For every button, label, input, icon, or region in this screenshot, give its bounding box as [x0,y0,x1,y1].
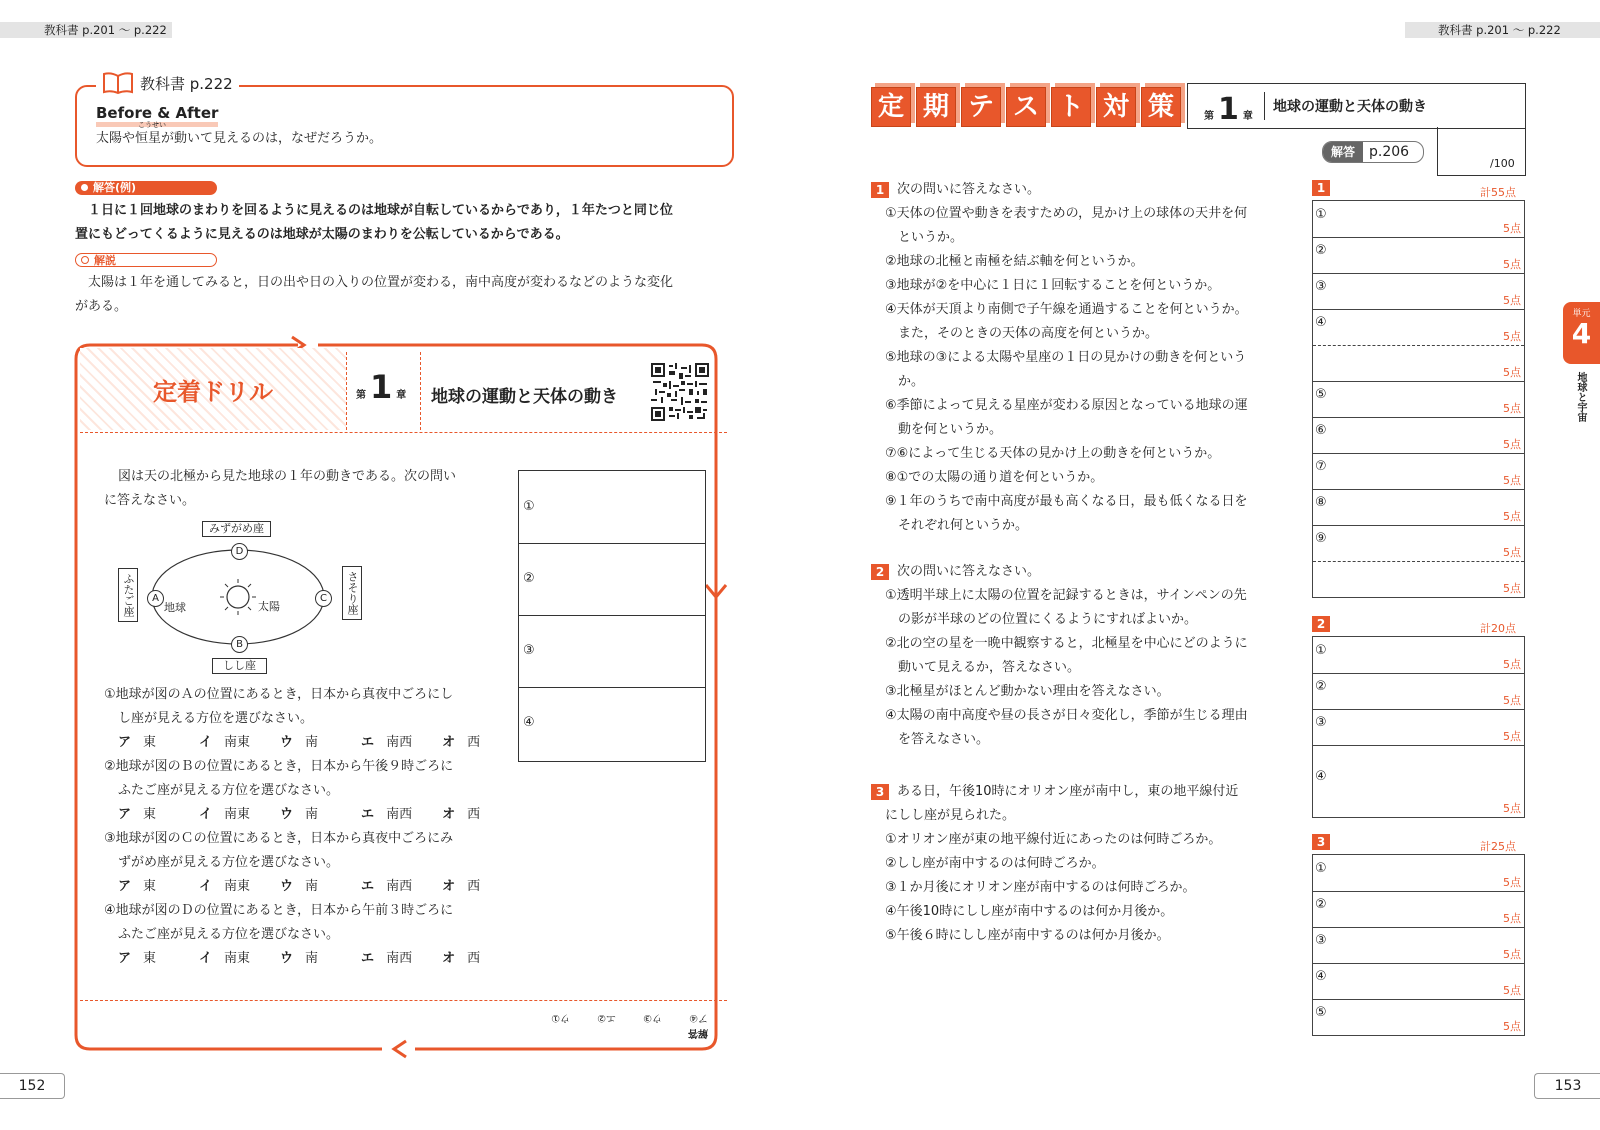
header-left: 教科書 p.201 ～ p.222 [44,23,167,37]
answer-row[interactable] [1313,855,1524,891]
test-question-line: というか。 [885,230,964,245]
answer-row[interactable] [1313,381,1524,417]
test-title-kanji: 定 [871,87,911,127]
drill-question-4 [104,899,523,971]
header-right: 教科書 p.201 ～ p.222 [1438,23,1561,37]
answer-line-1: １日に１回地球のまわりを回るように見えるのは地球が自転しているからであり，１年たつと同じ位 [88,203,673,218]
choice-key: オ [442,879,456,894]
test-question-line: ②北の空の星を一晩中観察すると，北極星を中心にどのように [885,636,1248,651]
choice-key: ウ [280,951,294,966]
answer-row-label: ③ [1315,933,1327,948]
drill-q4-line2: ふたご座が見える方位を選びなさい。 [118,927,340,942]
answer-row[interactable] [1313,489,1524,525]
drill-chapter-pre: 第 [356,390,366,401]
test-chapter-num: 1 [1218,92,1239,127]
before-after-ref-text: 教科書 p.222 [140,74,233,93]
test-question-line: ④天体が天頂より南側で子午線を通過することを何というか。 [885,302,1248,317]
drill-question-2 [104,755,523,827]
answer-row-points: 5点 [1503,402,1521,415]
position-a: A [147,590,164,607]
drill-q4-choices [104,947,523,971]
answer-row-points: 5点 [1503,1020,1521,1033]
answer-row[interactable] [1313,561,1524,597]
answer-row-points: 5点 [1503,876,1521,889]
answer-row-label: ③ [1315,279,1327,294]
qr-code-icon [651,363,709,421]
test-question-line: ③地球が②を中心に１日に１回転することを何というか。 [885,278,1221,293]
test-question-line: ⑥季節によって見える星座が変わる原因となっている地球の運 [885,398,1248,413]
drill-questions [104,683,523,971]
choice-key: オ [442,807,456,822]
test-question-line: ③北極星がほとんど動かない理由を答えなさい。 [885,684,1170,699]
answer-row-label: ⑤ [1315,387,1327,402]
drill-q1-choices [104,731,523,755]
answer-row-label: ⑤ [1315,1005,1327,1020]
answer-row-points: 5点 [1503,474,1521,487]
answer-row-label: ① [1315,861,1327,876]
test-chapter-pre: 第 [1204,111,1214,122]
test-question-line: ①オリオン座が東の地平線付近にあったのは何時ごろか。 [885,832,1222,847]
test-section-title: ある日，午後10時にオリオン座が南中し，東の地平線付近 [897,784,1239,799]
test-question-line: ⑧①での太陽の通り道を何というか。 [885,470,1104,485]
before-after-ref [96,70,239,96]
sun-icon [220,579,256,615]
choice-key: オ [442,951,456,966]
answer-page-label: 解答 [1323,142,1363,162]
choice-key: エ [361,879,375,894]
drill-q4-line1: ④地球が図のＤの位置にあるとき，日本から午前３時ごろに [104,903,454,918]
answer-line-2: 置にもどってくるように見えるのは地球が太陽のまわりを公転しているからである。 [75,227,569,242]
explanation-line-2: がある。 [75,299,128,314]
choice-key: ウ [280,735,294,750]
explanation-label-bar [75,253,217,267]
test-question-line: か。 [885,374,925,389]
choice-value: 南東 [224,807,251,822]
test-question-line: ③１か月後にオリオン座が南中するのは何時ごろか。 [885,880,1196,895]
drill-chapter-post: 章 [396,390,407,401]
test-question-line: ⑤午後６時にしし座が南中するのは何か月後か。 [885,928,1170,943]
test-section-number: 2 [871,564,889,580]
constellation-left: ふたご座 [118,568,138,622]
answer-row-points: 5点 [1503,330,1521,343]
answer-row-points: 5点 [1503,658,1521,671]
answer-row-label: ① [1315,207,1327,222]
test-question-line: を答えなさい。 [885,732,990,747]
answer-section-total: 計55点 [1480,186,1516,199]
explanation-dot [81,256,89,264]
test-question-line: ⑦⑥によって生じる天体の見かけ上の動きを何というか。 [885,446,1221,461]
answer-row-points: 5点 [1503,546,1521,559]
choice-key: ウ [280,807,294,822]
drill-divider-2 [420,352,421,430]
answer-row-label: ⑨ [1315,531,1327,546]
test-title-kanji: 対 [1096,87,1136,127]
answer-label: 解答(例) [93,181,137,194]
test-section-title: 次の問いに答えなさい。 [897,182,1041,197]
answer-label-dot [81,184,88,191]
answer-section-number: 3 [1312,834,1330,850]
answer-row[interactable] [1313,637,1524,673]
drill-divider-1 [346,352,347,430]
upside-answer-4: ア④ [689,1012,708,1023]
test-question-line: ④午後10時にしし座が南中するのは何か月後か。 [885,904,1174,919]
test-title-kanji: テ [961,87,1001,127]
test-question-line: 動いて見えるか，答えなさい。 [885,660,1081,675]
before-after-question: 太陽や恒星が動いて見えるのは，なぜだろうか。 [96,131,383,146]
constellation-top: みずがめ座 [202,521,271,537]
upside-label: 解答 [688,1027,708,1038]
choice-value: 南 [305,735,319,750]
unit-tab-subject: 地球と宇宙 [1575,372,1586,422]
drill-answer-cell[interactable] [519,615,705,688]
answer-row[interactable] [1313,345,1524,381]
answer-row-label: ④ [1315,315,1327,330]
answer-row[interactable] [1313,273,1524,309]
test-section-number: 3 [871,784,889,800]
choice-value: 南西 [386,735,413,750]
drill-q2-choices [104,803,523,827]
answer-page-value: p.206 [1369,144,1410,160]
answer-row-points: 5点 [1503,694,1521,707]
test-question-line: また，そのときの天体の高度を何というか。 [885,326,1159,341]
answer-row-label: ⑥ [1315,423,1327,438]
choice-key: イ [199,807,213,822]
drill-answer-cell[interactable] [519,543,705,616]
choice-value: 東 [143,879,157,894]
drill-q1-line1: ①地球が図のＡの位置にあるとき，日本から真夜中ごろにし [104,687,454,702]
upside-answer-2: エ② [597,1012,616,1023]
position-b: B [231,636,248,653]
test-question-line: の影が半球のどの位置にくるようにすればよいか。 [885,612,1198,627]
sun-label: 太陽 [258,600,280,613]
answer-row-label: ③ [1315,715,1327,730]
drill-q1-line2: し座が見える方位を選びなさい。 [118,711,314,726]
answer-section-number: 2 [1312,616,1330,632]
answer-row[interactable] [1313,891,1524,927]
choice-key: ア [118,951,132,966]
choice-key: イ [199,951,213,966]
drill-chapter-title: 地球の運動と天体の動き [431,387,618,407]
position-d: D [231,543,248,560]
choice-value: 南東 [224,735,251,750]
test-title-kanji: 期 [916,87,956,127]
answer-row-points: 5点 [1503,366,1521,379]
choice-value: 南 [305,951,319,966]
test-title-kanji: 策 [1141,87,1181,127]
answer-row[interactable] [1313,525,1524,561]
answer-row-label: ⑦ [1315,459,1327,474]
drill-answer-label: ② [523,571,535,586]
answer-row-label: ④ [1315,769,1327,784]
test-question-line: それぞれ何というか。 [885,518,1029,533]
answer-section-total: 計20点 [1480,622,1516,635]
drill-footer-line [80,1000,727,1001]
answer-row-points: 5点 [1503,438,1521,451]
test-title-kanji: ト [1051,87,1091,127]
choice-key: エ [361,735,375,750]
answer-row-points: 5点 [1503,582,1521,595]
answer-row[interactable] [1313,673,1524,709]
choice-key: ウ [280,879,294,894]
choice-value: 南西 [386,807,413,822]
test-question-line: ⑤地球の③による太陽や星座の１日の見かけの動きを何という [885,350,1247,365]
answer-section-box [1312,200,1525,598]
answer-row-points: 5点 [1503,948,1521,961]
answer-row-points: 5点 [1503,912,1521,925]
choice-value: 西 [467,807,481,822]
answer-row[interactable] [1313,201,1524,237]
choice-key: イ [199,879,213,894]
test-title-kanji: ス [1006,87,1046,127]
answer-row[interactable] [1313,927,1524,963]
upside-down-answers [548,1012,708,1042]
answer-row-label: ② [1315,243,1327,258]
drill-answer-label: ④ [523,715,535,730]
book-icon [102,71,134,95]
drill-answer-cell[interactable] [519,471,705,544]
answer-row[interactable] [1313,709,1524,745]
test-question-line: ⑨１年のうちで南中高度が最も高くなる日，最も低くなる日を [885,494,1248,509]
answer-page-pill [1322,141,1424,163]
unit-tab-label: 単元 [1572,309,1591,319]
constellation-bottom: しし座 [212,658,267,674]
choice-key: エ [361,807,375,822]
test-chapter-title: 地球の運動と天体の動き [1273,99,1427,115]
drill-q2-line2: ふたご座が見える方位を選びなさい。 [118,783,340,798]
test-question-line: ②地球の北極と南極を結ぶ軸を何というか。 [885,254,1144,269]
drill-intro-2: に答えなさい。 [104,493,196,508]
answer-row-points: 5点 [1503,802,1521,815]
choice-value: 南西 [386,951,413,966]
answer-row[interactable] [1313,309,1524,345]
explanation-line-1: 太陽は１年を通してみると，日の出や日の入りの位置が変わる，南中高度が変わるなどのような変化 [88,275,674,290]
drill-question-1 [104,683,523,755]
score-total: /100 [1490,157,1515,170]
answer-row-points: 5点 [1503,222,1521,235]
answer-row-label: ① [1315,643,1327,658]
test-question-line: ①透明半球上に太陽の位置を記録するときは，サインペンの先 [885,588,1247,603]
upside-answer-1: ウ① [551,1012,570,1023]
drill-question-3 [104,827,523,899]
drill-q3-line1: ③地球が図のＣの位置にあるとき，日本から真夜中ごろにみ [104,831,454,846]
choice-value: 西 [467,951,481,966]
before-after-title: Before & After [96,104,218,127]
constellation-right: さそり座 [342,566,362,620]
choice-value: 南 [305,879,319,894]
choice-value: 西 [467,735,481,750]
choice-key: ア [118,879,132,894]
page-number-left: 152 [0,1073,65,1099]
answer-row-label: ② [1315,679,1327,694]
test-question-line: 動を何というか。 [885,422,1003,437]
test-question-line: にしし座が見られた。 [885,808,1016,823]
unit-tab-number: 4 [1571,317,1592,350]
choice-key: エ [361,951,375,966]
test-chapter-post: 章 [1242,111,1253,122]
choice-key: オ [442,735,456,750]
drill-answer-label: ① [523,499,535,514]
drill-answer-box [518,470,706,762]
answer-row[interactable] [1313,745,1524,817]
test-question-line: ①天体の位置や動きを表すための，見かけ上の球体の天井を何 [885,206,1248,221]
answer-section-total: 計25点 [1480,840,1516,853]
drill-answer-label: ③ [523,643,535,658]
test-chapter-divider [1264,92,1265,120]
choice-key: イ [199,735,213,750]
answer-row-points: 5点 [1503,730,1521,743]
answer-row[interactable] [1313,237,1524,273]
answer-row[interactable] [1313,963,1524,999]
choice-value: 南東 [224,879,251,894]
test-chapter [1204,92,1253,127]
drill-title: 定着ドリル [153,378,273,406]
drill-chapter-num: 1 [370,368,393,406]
earth-label: 地球 [164,601,186,614]
furigana: こうせい [138,121,166,129]
answer-section-number: 1 [1312,180,1330,196]
test-section-title: 次の問いに答えなさい。 [897,564,1041,579]
test-question-line: ②しし座が南中するのは何時ごろか。 [885,856,1105,871]
answer-row-label: ④ [1315,969,1327,984]
explanation-label: 解説 [94,254,116,267]
choice-value: 南西 [386,879,413,894]
choice-value: 南 [305,807,319,822]
answer-row[interactable] [1313,999,1524,1035]
drill-intro-1: 図は天の北極から見た地球の１年の動きである。次の問い [118,469,457,484]
answer-row-points: 5点 [1503,984,1521,997]
answer-section-box [1312,636,1525,818]
position-c: C [315,590,332,607]
drill-answer-cell[interactable] [519,687,705,759]
choice-key: ア [118,807,132,822]
drill-header-bottom [80,432,727,433]
answer-row-label: ② [1315,897,1327,912]
choice-value: 東 [143,807,157,822]
test-question-line: ④太陽の南中高度や昼の長さが日々変化し，季節が生じる理由 [885,708,1248,723]
unit-tab [1563,302,1600,364]
answer-section-box [1312,854,1525,1036]
answer-row-label: ⑧ [1315,495,1327,510]
answer-row[interactable] [1313,417,1524,453]
choice-value: 東 [143,951,157,966]
choice-value: 西 [467,879,481,894]
answer-row-points: 5点 [1503,510,1521,523]
upside-answer-3: ウ③ [643,1012,662,1023]
answer-row[interactable] [1313,453,1524,489]
drill-chapter [356,368,407,406]
choice-key: ア [118,735,132,750]
drill-q3-choices [104,875,523,899]
answer-row-points: 5点 [1503,294,1521,307]
orbit-ellipse [152,550,324,644]
choice-value: 東 [143,735,157,750]
drill-q3-line2: ずがめ座が見える方位を選びなさい。 [118,855,340,870]
page-number-right: 153 [1534,1073,1600,1099]
test-section-number: 1 [871,182,889,198]
drill-q2-line1: ②地球が図のＢの位置にあるとき，日本から午後９時ごろに [104,759,454,774]
answer-row-points: 5点 [1503,258,1521,271]
choice-value: 南東 [224,951,251,966]
answer-label-bar [75,181,217,195]
